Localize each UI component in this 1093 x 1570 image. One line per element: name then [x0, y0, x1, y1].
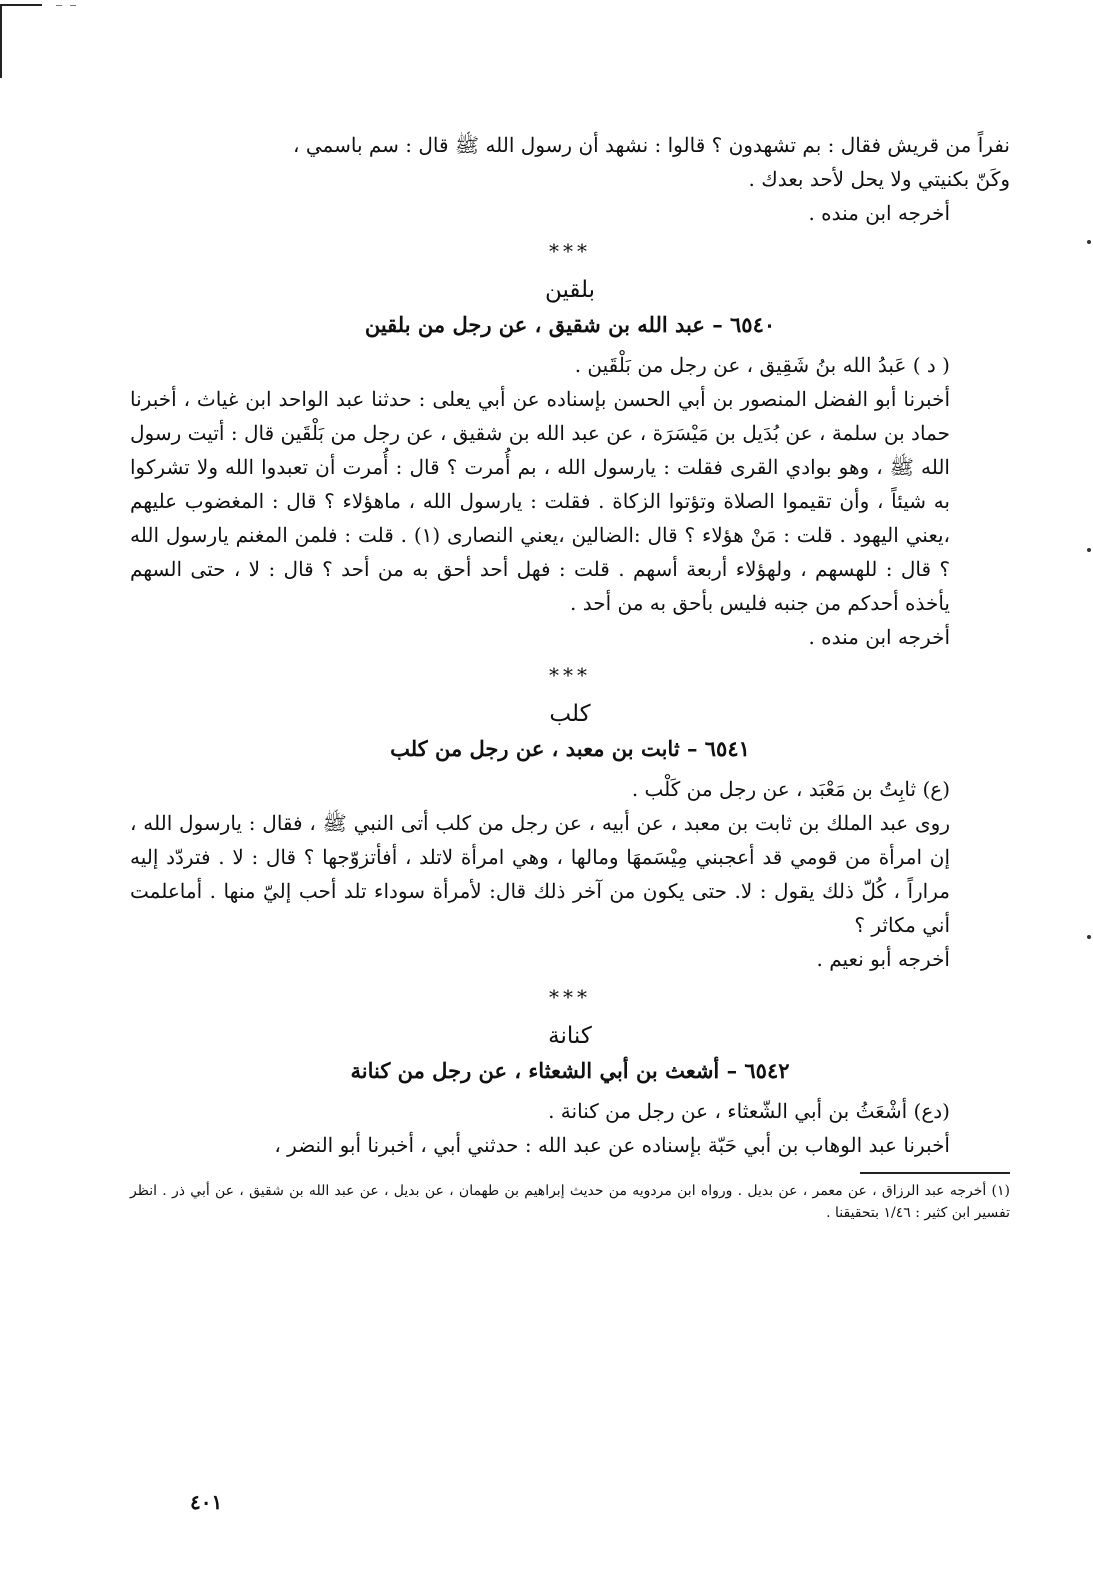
footnote: (١) أخرجه عبد الرزاق ، عن معمر ، عن بديل . ورواه ابن مردويه من حديث إبراهيم بن طهمان ، عن بديل ، عن عبد الله بن شقيق ، عن أبي ذر . انظر تفسير ابن كثير : ١/٤٦ بتحقيقنا .: [130, 1183, 1010, 1221]
entry-intro: (ع) ثابِتُ بن مَعْبَد ، عن رجل من كَلْب .: [631, 777, 950, 801]
scan-speck: [1087, 240, 1091, 244]
scan-speck: [1087, 935, 1091, 939]
section-separator: ***: [549, 663, 591, 687]
entry-heading: ٦٥٤١ – ثابت بن معبد ، عن رجل من كلب: [390, 736, 750, 761]
crop-dash: [56, 5, 62, 6]
crop-dash: [70, 5, 76, 6]
section-title: كنانة: [548, 1023, 592, 1049]
section-kinana: [130, 980, 1010, 1162]
entry-text: روى عبد الملك بن ثابت بن معبد ، عن أبيه ، عن رجل من كلب أتى النبي ﷺ ، فقال : يارسول الله ، إن امرأة من قومي قد أعجبني مِيْسَمهَا ومالها ، وهي امرأة لاتلد ، أفأتزوّجها ؟ قال : لا . فتردّد إليه مراراً ، كُلّ ذلك يقول : لا. حتى يكون من آخر ذلك قال: لأمرأة سوداء تلد أحب إليّ منها . أماعلمت أني مكاثر ؟: [130, 811, 950, 937]
section-kalb: [130, 658, 1010, 976]
entry-heading: ٦٥٤٠ – عبد الله بن شقيق ، عن رجل من بلقين: [364, 312, 776, 337]
continued-entry: [130, 128, 1010, 230]
footnote-divider: [860, 1172, 1010, 1174]
page-body: [130, 128, 1010, 1224]
source-note: أخرجه ابن منده .: [808, 625, 950, 649]
entry-text: أخبرنا أبو الفضل المنصور بن أبي الحسن بإسناده عن أبي يعلى : حدثنا عبد الواحد ابن غياث ، أخبرنا حماد بن سلمة ، عن بُدَيل بن مَيْسَرَة ، عن عبد الله بن شقيق ، عن رجل من بَلْقَين قال : أتيت رسول الله ﷺ ، وهو بوادي القرى فقلت : يارسول الله ، بم أُمرت ؟ قال : أُمرت أن تعبدوا الله ولا تشركوا به شيئاً ، وأن تقيموا الصلاة وتؤتوا الزكاة . فقلت : يارسول الله ، ماهؤلاء ؟ قال : المغضوب عليهم ،يعني اليهود . قلت : مَنْ هؤلاء ؟ قال :الضالين ،يعني النصارى (١) . قلت : فلمن المغنم يارسول الله ؟ قال : للهسهم ، ولهؤلاء أربعة أسهم . قلت : فهل أحد أحق به من أحد ؟ قال : لا ، حتى السهم يأخذه أحدكم من جنبه فليس بأحق به من أحد .: [130, 387, 950, 615]
section-separator: ***: [549, 239, 591, 263]
entry-intro: ( د ) عَبدُ الله بنُ شَقِيق ، عن رجل من بَلْقَين .: [574, 353, 950, 377]
source-note: أخرجه أبو نعيم .: [816, 947, 950, 971]
section-separator: ***: [549, 985, 591, 1009]
scan-speck: [1087, 548, 1091, 552]
text-line: وكَنّ بكنيتي ولا يحل لأحد بعدك .: [748, 167, 1010, 191]
crop-mark: [0, 4, 8, 78]
section-title: كلب: [549, 701, 591, 727]
page-number: ٤٠١: [190, 1490, 223, 1514]
section-balqayn: [130, 234, 1010, 654]
text-line: نفراً من قريش فقال : بم تشهدون ؟ قالوا : نشهد أن رسول الله ﷺ قال : سم باسمي ،: [293, 133, 1010, 157]
entry-text: أخبرنا عبد الوهاب بن أبي حَبّة بإسناده عن عبد الله : حدثني أبي ، أخبرنا أبو النضر ،: [274, 1133, 950, 1157]
section-title: بلقين: [544, 277, 596, 303]
entry-intro: (دع) أشْعَثُ بن أبي الشّعثاء ، عن رجل من كنانة .: [548, 1099, 950, 1123]
source-note: أخرجه ابن منده .: [808, 201, 950, 225]
entry-heading: ٦٥٤٢ – أشعث بن أبي الشعثاء ، عن رجل من كنانة: [350, 1058, 790, 1083]
